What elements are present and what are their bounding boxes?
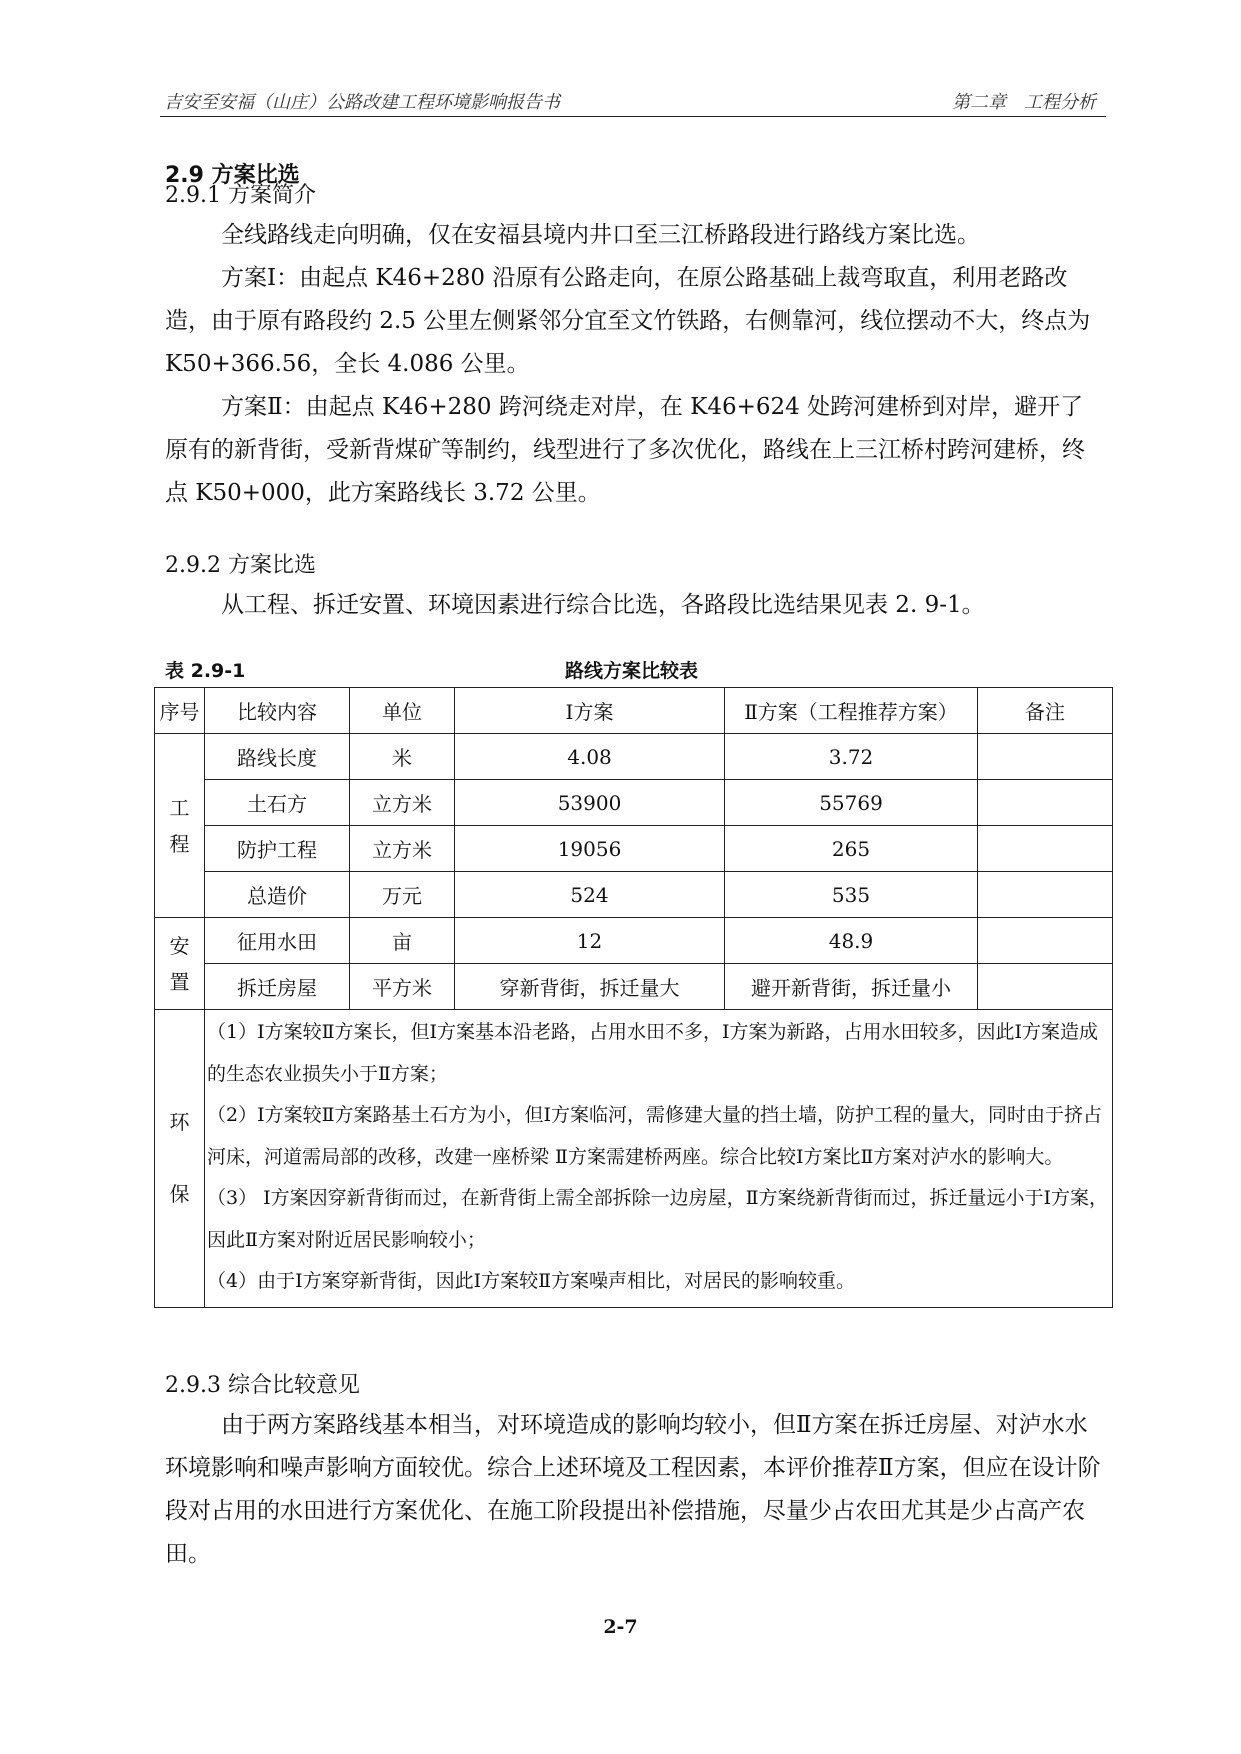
page-header <box>160 86 1106 117</box>
table-cell: 12 <box>455 918 725 964</box>
table-cell <box>978 826 1113 872</box>
header-cell: Ⅱ方案（工程推荐方案） <box>725 688 978 734</box>
table-cell: 53900 <box>455 780 725 826</box>
table-row <box>155 872 1113 918</box>
paragraph: 方案Ⅰ：由起点 K46+280 沿原有公路走向，在原公路基础上裁弯取直，利用老路改造，由于原有路段约 2.5 公里左侧紧邻分宜至文竹铁路，右侧靠河，线位摆动不大，终点为 K50+366.56，全长 4.086 公里。 <box>165 265 1091 377</box>
group-label-environment: 环 保 <box>155 1010 205 1308</box>
paragraph: 从工程、拆迁安置、环境因素进行综合比选，各路段比选结果见表 2. 9-1。 <box>221 592 985 618</box>
section-title: 2.9 方案比选 <box>165 163 300 188</box>
table-cell: 防护工程 <box>205 826 350 872</box>
table-row <box>155 826 1113 872</box>
table-cell: 265 <box>725 826 978 872</box>
header-cell: Ⅰ方案 <box>455 688 725 734</box>
table-cell: 拆迁房屋 <box>205 964 350 1010</box>
table-cell: 穿新背街，拆迁量大 <box>455 964 725 1010</box>
environment-item: （3） Ⅰ方案因穿新背街而过，在新背街上需全部拆除一边房屋，Ⅱ方案绕新背街而过，拆迁量远小于Ⅰ方案，因此Ⅱ方案对附近居民影响较小； <box>207 1187 1109 1251</box>
table-cell: 亩 <box>350 918 455 964</box>
header-cell: 比较内容 <box>205 688 350 734</box>
group-label-engineering: 工 程 <box>155 734 205 918</box>
table-cell: 3.72 <box>725 734 978 780</box>
table-cell: 征用水田 <box>205 918 350 964</box>
header-cell: 单位 <box>350 688 455 734</box>
table-cell: 米 <box>350 734 455 780</box>
header-cell: 备注 <box>978 688 1113 734</box>
header-chapter-title: 第二章 工程分析 <box>952 92 1096 113</box>
environment-comparison-cell <box>205 1010 1113 1308</box>
paragraph: 由于两方案路线基本相当，对环境造成的影响均较小，但Ⅱ方案在拆迁房屋、对泸水水环境影响和噪声影响方面较优。综合上述环境及工程因素，本评价推荐Ⅱ方案，但应在设计阶段对占用的水田进行方案优化、在施工阶段提出补偿措施，尽量少占农田尤其是少占高产农田。 <box>165 1412 1101 1567</box>
table-cell: 4.08 <box>455 734 725 780</box>
table-cell: 19056 <box>455 826 725 872</box>
table-row <box>155 918 1113 964</box>
table-number: 表 2.9-1 <box>165 660 246 682</box>
subsection-2-9-2-body <box>165 584 1105 627</box>
table-cell: 总造价 <box>205 872 350 918</box>
table-row <box>155 780 1113 826</box>
table-cell: 立方米 <box>350 826 455 872</box>
table-cell <box>978 964 1113 1010</box>
table-cell <box>978 734 1113 780</box>
table-cell <box>978 780 1113 826</box>
table-cell <box>978 918 1113 964</box>
table-cell <box>978 872 1113 918</box>
paragraph: 全线路线走向明确，仅在安福县境内井口至三江桥路段进行路线方案比选。 <box>221 222 980 248</box>
subsection-title-2-9-2: 2.9.2 方案比选 <box>165 553 316 578</box>
table-cell: 万元 <box>350 872 455 918</box>
group-label-resettlement: 安 置 <box>155 918 205 1010</box>
table-cell: 避开新背街，拆迁量小 <box>725 964 978 1010</box>
subsection-2-9-3-body <box>165 1404 1105 1576</box>
table-header-row <box>155 688 1113 734</box>
header-cell: 序号 <box>155 688 205 734</box>
environment-item: （2）Ⅰ方案较Ⅱ方案路基土石方为小，但Ⅰ方案临河，需修建大量的挡土墙，防护工程的量大，同时由于挤占河床，河道需局部的改移，改建一座桥梁 Ⅱ方案需建桥两座。综合比较Ⅰ方案比Ⅱ方案对泸水的影响大。 <box>207 1104 1103 1168</box>
table-title: 路线方案比较表 <box>565 660 699 682</box>
subsection-title-2-9-3: 2.9.3 综合比较意见 <box>165 1373 360 1398</box>
table-cell: 535 <box>725 872 978 918</box>
table-cell: 平方米 <box>350 964 455 1010</box>
table-row <box>155 964 1113 1010</box>
header-document-title: 吉安至安福（山庄）公路改建工程环境影响报告书 <box>164 92 560 113</box>
table-cell: 路线长度 <box>205 734 350 780</box>
comparison-table <box>154 687 1113 1308</box>
subsection-2-9-1-body <box>165 214 1105 515</box>
table-row <box>155 734 1113 780</box>
table-cell: 土石方 <box>205 780 350 826</box>
page-number: 2-7 <box>603 1616 638 1638</box>
table-cell: 立方米 <box>350 780 455 826</box>
table-cell: 48.9 <box>725 918 978 964</box>
environment-item: （4）由于Ⅰ方案穿新背街，因此Ⅰ方案较Ⅱ方案噪声相比，对居民的影响较重。 <box>207 1270 856 1292</box>
paragraph: 方案Ⅱ：由起点 K46+280 跨河绕走对岸，在 K46+624 处跨河建桥到对岸，避开了原有的新背街，受新背煤矿等制约，线型进行了多次优化，路线在上三江桥村跨河建桥，终点 K50+000，此方案路线长 3.72 公里。 <box>165 394 1085 506</box>
environment-item: （1）Ⅰ方案较Ⅱ方案长，但Ⅰ方案基本沿老路，占用水田不多，Ⅰ方案为新路，占用水田较多，因此Ⅰ方案造成的生态农业损失小于Ⅱ方案； <box>207 1021 1099 1085</box>
table-cell: 524 <box>455 872 725 918</box>
table-cell: 55769 <box>725 780 978 826</box>
subsection-title-2-9-1: 2.9.1 方案简介 <box>165 183 316 208</box>
table-row-environment <box>155 1010 1113 1308</box>
